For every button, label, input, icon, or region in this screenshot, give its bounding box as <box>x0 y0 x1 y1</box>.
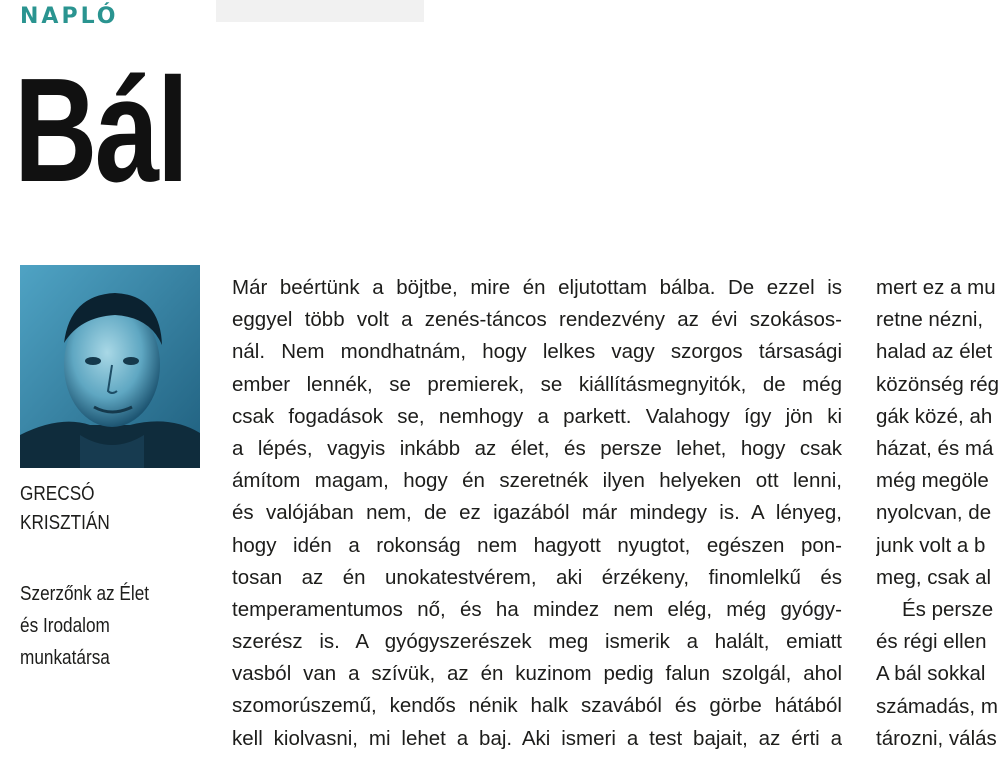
side-line: gák közé, ah <box>876 404 993 428</box>
article-next-column <box>876 272 1000 755</box>
author-name-line: KRISZTIÁN <box>20 512 110 534</box>
article-title: Bál <box>14 48 187 213</box>
side-line: nyolcvan, de <box>876 501 992 525</box>
side-line: És persze <box>902 598 994 622</box>
side-line: mert ez a mu <box>876 276 996 299</box>
side-line: junk volt a b <box>876 533 986 557</box>
body-line: nál. Nem mondhatnám, hogy lelkes vagy szorgos társasági <box>232 340 842 364</box>
body-line: tosan az én unokatestvérem, aki érzékeny, finomlelkű és <box>232 565 842 589</box>
article-body-column <box>232 272 842 755</box>
side-line: számadás, m <box>876 694 998 718</box>
body-line: Már beértünk a böjtbe, mire én eljutottam bálba. De ezzel is <box>232 276 842 299</box>
side-line: retne nézni, <box>876 308 984 332</box>
author-name <box>20 480 192 538</box>
body-line: ember lennék, se premierek, se kiállításmegnyitók, de még <box>232 372 842 396</box>
author-bio-line: és Irodalom <box>20 615 110 637</box>
side-line: meg, csak al <box>876 565 992 589</box>
author-bio <box>20 578 192 674</box>
body-line: a lépés, vagyis inkább az élet, és persze lehet, hogy csak <box>232 436 842 460</box>
body-line: vasból van a szívük, az én kuzinom pedig falun szolgál, ahol <box>232 662 842 686</box>
author-portrait-illustration <box>20 265 200 468</box>
body-line: ámítom magam, hogy én szeretnék ilyen helyeken ott lenni, <box>232 469 842 493</box>
body-line: eggyel több volt a zenés-táncos rendezvény az évi szokásos- <box>232 308 842 332</box>
body-line: csak fogadások se, nemhogy a parkett. Valahogy így jön ki <box>232 404 842 428</box>
author-photo <box>20 265 200 468</box>
side-line: A bál sokkal <box>876 662 986 686</box>
body-line: szerész is. A gyógyszerészek meg ismerik a halált, emiatt <box>232 630 842 654</box>
section-label: NAPLÓ <box>20 4 119 29</box>
author-bio-line: munkatársa <box>20 647 110 669</box>
side-line: közönség rég <box>876 372 1000 396</box>
author-bio-line: Szerzőnk az Élet <box>20 583 150 605</box>
body-line: és valójában nem, de ez igazából már mindegy is. A lényeg, <box>232 501 842 525</box>
body-line: hogy idén a rokonság nem hagyott nyugtot, egészen pon- <box>232 533 842 557</box>
side-line: még megöle <box>876 469 989 493</box>
side-line: házat, és má <box>876 437 994 461</box>
side-line: tározni, válás <box>876 726 997 750</box>
body-line: szomorúszemű, kendős nénik halk szavából és görbe hátából <box>232 694 842 718</box>
top-strip <box>216 0 424 22</box>
side-line: és régi ellen <box>876 630 987 654</box>
side-line: halad az élet <box>876 340 993 364</box>
body-line: kell kiolvasni, mi lehet a baj. Aki ismeri a test bajait, az érti a <box>232 726 842 750</box>
author-name-line: GRECSÓ <box>20 483 95 505</box>
body-line: temperamentumos nő, és ha mindez nem elég, még gyógy- <box>232 597 842 621</box>
